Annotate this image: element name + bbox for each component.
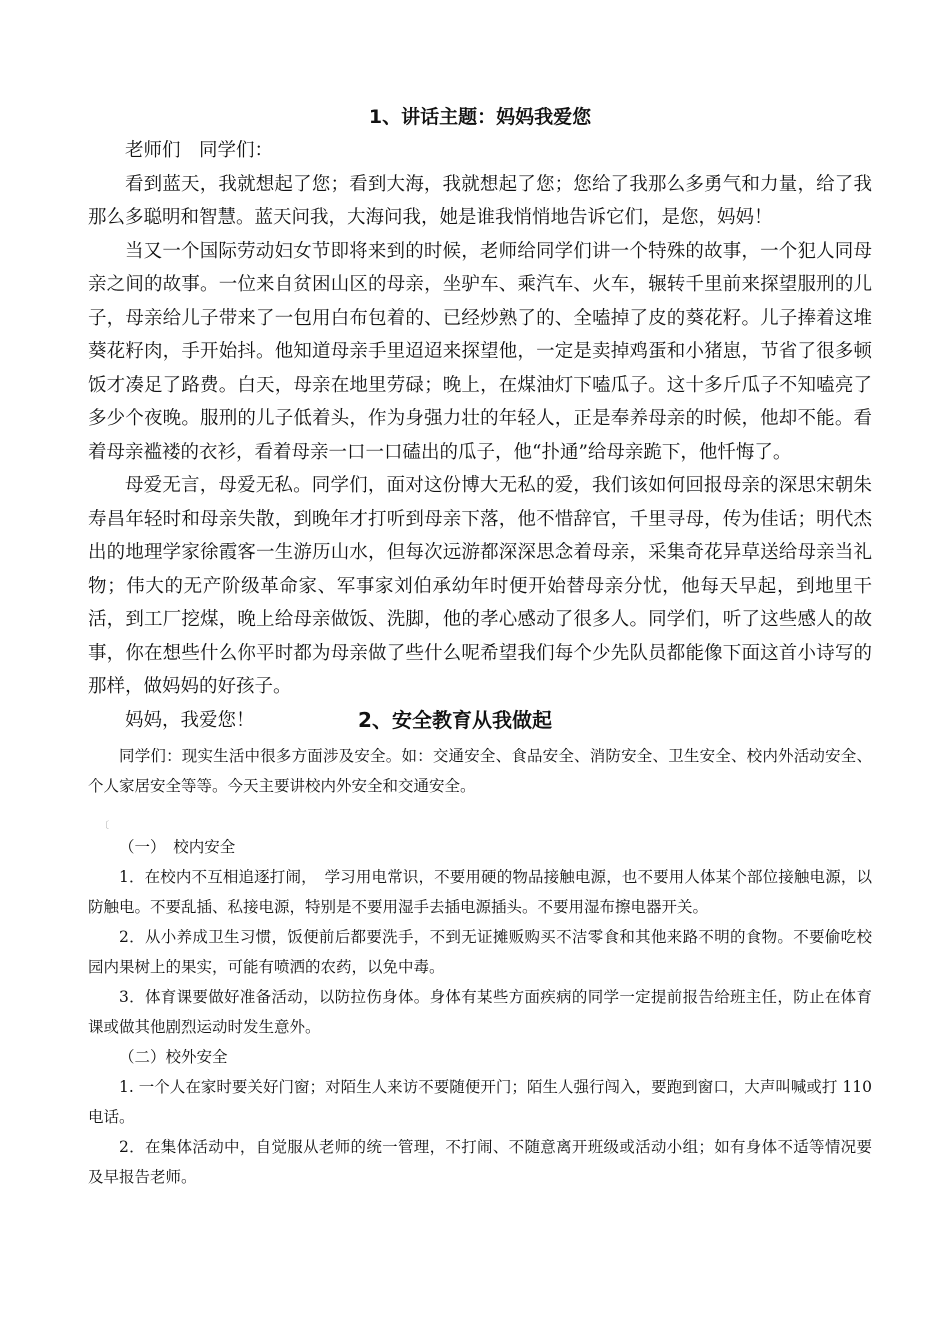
section2-title: 2、安全教育从我做起	[358, 708, 552, 732]
outside-safety-item-1: 1. 一个人在家时要关好门窗；对陌生人来访不要随便开门；陌生人强行闯入，要跑到窗口，大声叫喊或打 110 电话。	[88, 1078, 872, 1126]
section2-intro: 同学们：现实生活中很多方面涉及安全。如：交通安全、食品安全、消防安全、卫生安全、校内外活动安全、个人家居安全等等。今天主要讲校内外安全和交通安全。	[88, 747, 872, 795]
outside-safety-item-2: 2．在集体活动中，自觉服从老师的统一管理，不打闹、不随意离开班级或活动小组；如有身体不适等情况要及早报告老师。	[88, 1138, 872, 1186]
school-safety-item-2: 2．从小养成卫生习惯，饭便前后都要洗手，不到无证摊贩购买不洁零食和其他来路不明的食物。不要偷吃校园内果树上的果实，可能有喷洒的农药，以免中毒。	[88, 928, 872, 976]
subsection-heading-outside: （二）校外安全	[119, 1048, 228, 1066]
section2-intro-block	[88, 741, 872, 801]
section1-paragraph-3: 母爱无言，母爱无私。同学们，面对这份博大无私的爱，我们该如何回报母亲的深思宋朝朱寿昌年轻时和母亲失散，到晚年才打听到母亲下落，他不惜辞官，千里寻母，传为佳话；明代杰出的地理学家徐霞客一生游历山水，但每次远游都深深思念着母亲，采集奇花异草送给母亲当礼物；伟大的无产阶级革命家、军事家刘伯承幼年时便开始替母亲分忧，他每天早起，到地里干活，到工厂挖煤，晚上给母亲做饭、洗脚，他的孝心感动了很多人。同学们，听了这些感人的故事，你在想些什么你平时都为母亲做了些什么呢希望我们每个少先队员都能像下面这首小诗写的那样，做妈妈的好孩子。	[88, 475, 872, 697]
section1-title: 1、讲话主题：妈妈我爱您	[368, 106, 592, 128]
subsection-heading-school: （一） 校内安全	[119, 838, 236, 856]
section2-body	[88, 832, 872, 1192]
section1-greeting: 老师们 同学们：	[125, 140, 274, 161]
school-safety-item-1: 1．在校内不互相追逐打闹， 学习用电常识，不要用硬的物品接触电源，也不要用人体某个部位接触电源，以防触电。不要乱插、私接电源，特别是不要用湿手去插电源插头。不要用湿布擦电器开关。	[88, 868, 872, 916]
margin-mark: 〔	[100, 821, 110, 831]
section1-paragraph-2: 当又一个国际劳动妇女节即将来到的时候，老师给同学们讲一个特殊的故事，一个犯人同母亲之间的故事。一位来自贫困山区的母亲，坐驴车、乘汽车、火车，辗转千里前来探望服刑的儿子，母亲给儿子带来了一包用白布包着的、已经炒熟了的、全嗑掉了皮的葵花籽。儿子捧着这堆葵花籽肉，手开始抖。他知道母亲手里迢迢来探望他，一定是卖掉鸡蛋和小猪崽，节省了很多顿饭才凑足了路费。白天，母亲在地里劳碌；晚上，在煤油灯下嗑瓜子。这十多斤瓜子不知嗑亮了多少个夜晚。服刑的儿子低着头，作为身强力壮的年轻人，正是奉养母亲的时候，他却不能。看着母亲褴褛的衣衫，看着母亲一口一口磕出的瓜子，他“扑通”给母亲跪下，他忏悔了。	[88, 240, 872, 463]
school-safety-item-3: 3．体育课要做好准备活动，以防拉伤身体。身体有某些方面疾病的同学一定提前报告给班主任，防止在体育课或做其他剧烈运动时发生意外。	[88, 988, 872, 1036]
section1-body	[88, 134, 872, 737]
section1-paragraph-1: 看到蓝天，我就想起了您；看到大海，我就想起了您；您给了我那么多勇气和力量，给了我那么多聪明和智慧。蓝天问我，大海问我，她是谁我悄悄地告诉它们，是您，妈妈！	[88, 173, 872, 228]
section1-closing: 妈妈，我爱您！	[125, 709, 255, 731]
